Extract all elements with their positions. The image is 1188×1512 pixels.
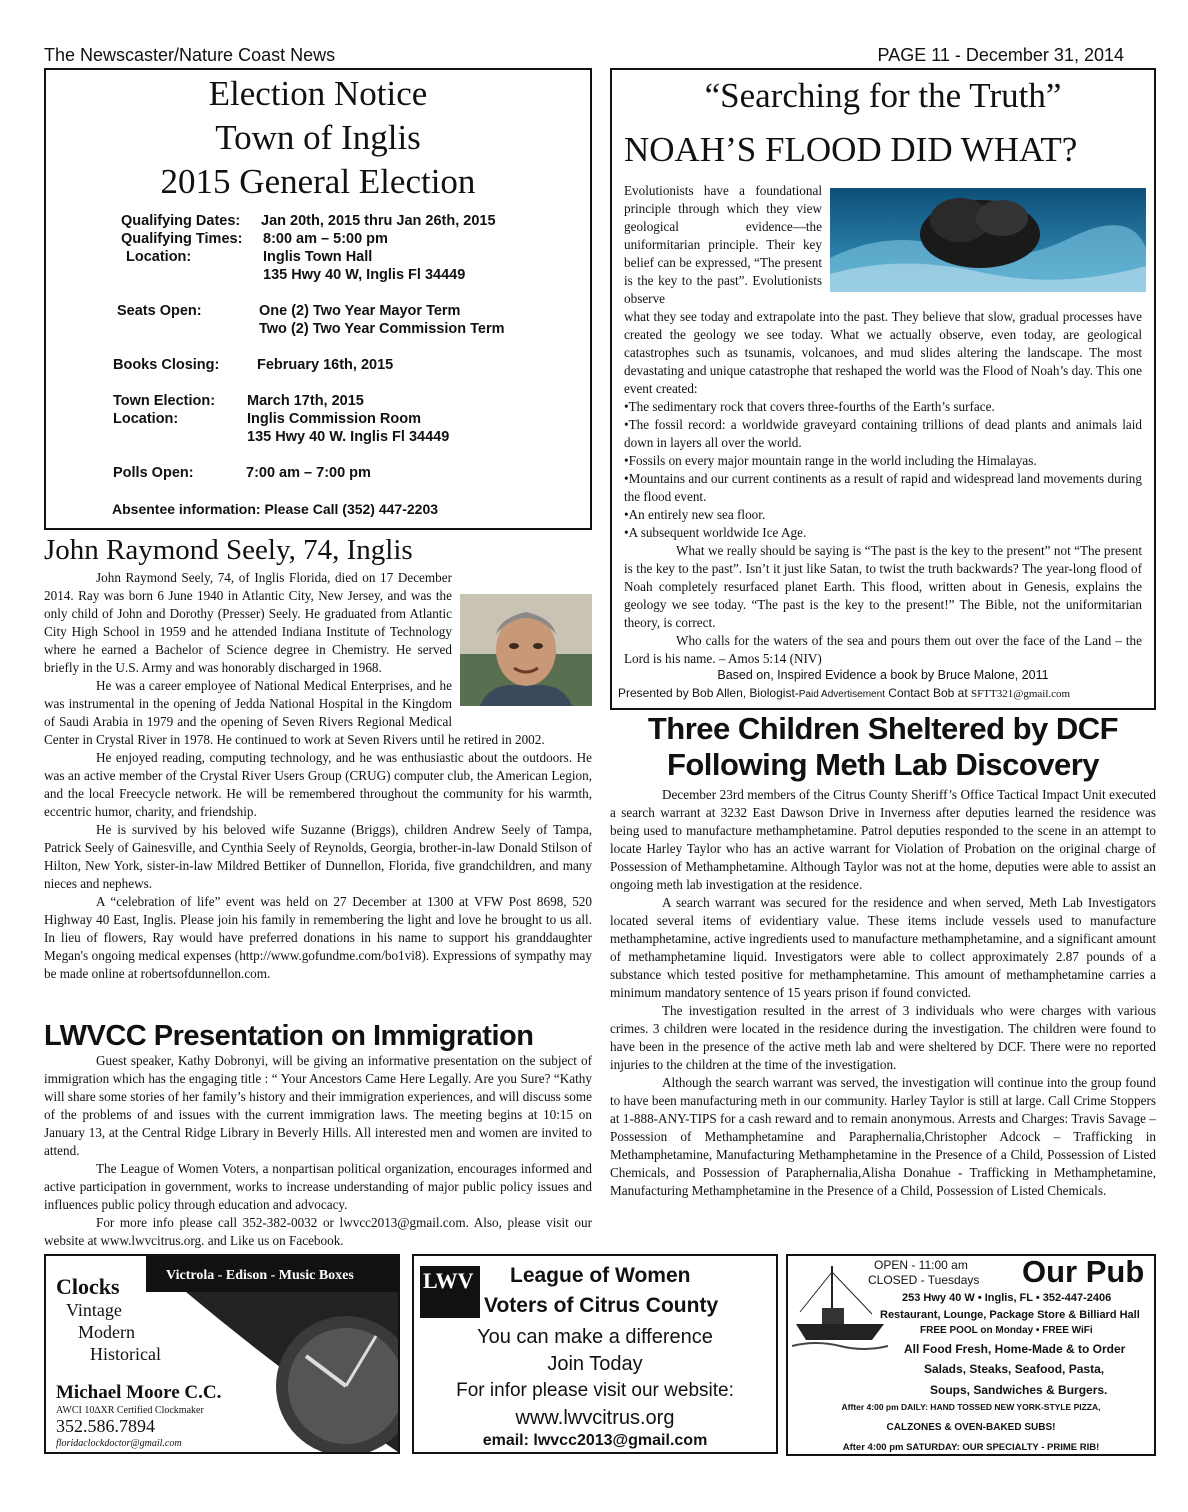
dcf-paragraph-2: A search warrant was secured for the residence and when served, Meth Lab Investigators located several items of evidentiary value. These items include vessels used to manufacture methamphetamine, active ingredients used to manufacture methamphetamine, and a significant amount of methamphetamine liquid. Investigators were able to collect approximately 2.87 pounds of a substance which tested positive for methamphetamine. This amount of methamphetamine carries a minimum mandatory sentence of 15 years prison if found convicted. bbox=[610, 895, 1156, 1000]
lwvcc-paragraph-1: Guest speaker, Kathy Dobronyi, will be giving an informative presentation on the subject of immigration which has the engaging title : “ Your Ancestors Came Here Legally. Are you Sure? “Kathy will share some stories of her family’s history and their immigration experiences, and will discuss some of the problems of and issues with the current immigration laws. The meeting begins at 10:15 on January 13, at the Central Ridge Library in Beverly Hills. All interested men and women are invited to attend. bbox=[44, 1053, 592, 1158]
noah-paragraph-1a: Evolutionists have a foundational principle through which they view geological evidence—the uniformitarian principle. Their key belief can be expressed, “The present is the key to the past”. Evolutionists observe bbox=[624, 183, 822, 306]
location-value-1: Inglis Town Hall bbox=[263, 249, 373, 265]
qualifying-times-value: 8:00 am – 5:00 pm bbox=[263, 231, 388, 247]
election-notice-box bbox=[44, 68, 592, 530]
obituary-flow bbox=[44, 569, 592, 983]
lwvcc-paragraph-2: The League of Women Voters, a nonpartisan political organization, encourages informed and active participation in government, works to increase understanding of major public policy issues and influences public policy through education and advocacy. bbox=[44, 1161, 592, 1212]
noah-intro bbox=[624, 182, 822, 308]
lwvcc-paragraph-3: For more info please call 352-382-0032 or lwvcc2013@gmail.com. Also, please visit our website at www.lwvcitrus.org. and Like us on Facebook. bbox=[44, 1215, 592, 1248]
noah-presented-by bbox=[618, 686, 1158, 700]
pub-food-salads: Salads, Steaks, Seafood, Pasta, bbox=[924, 1362, 1105, 1376]
league-website: www.lwvcitrus.org bbox=[515, 1407, 675, 1429]
photo-spacer bbox=[452, 587, 592, 729]
league-title-2: Voters of Citrus County bbox=[484, 1294, 719, 1317]
obituary-headline: John Raymond Seely, 74, Inglis bbox=[44, 534, 413, 566]
pub-name: Our Pub bbox=[1022, 1254, 1145, 1289]
presented-by-text: Presented by Bob Allen, Biologist- bbox=[618, 686, 799, 700]
seats-value-2: Two (2) Two Year Commission Term bbox=[259, 321, 505, 337]
clockmaker-email: floridaclockdoctor@gmail.com bbox=[56, 1438, 182, 1449]
noah-credit: Based on, Inspired Evidence a book by Bruce Malone, 2011 bbox=[717, 668, 1049, 682]
contact-text: Contact Bob at bbox=[884, 686, 972, 700]
clocks-title: Clocks bbox=[56, 1274, 120, 1299]
league-email: email: lwvcc2013@gmail.com bbox=[482, 1432, 708, 1449]
obituary-paragraph-2: He was a career employee of National Medical Enterprises, and he was instrumental in the opening of Jedda National Hospital in the Kingdom of Saudi Arabia in 1979 and the opening of Seven Rivers Regional Medical Center in Crystal River in 1978. He continued to work at Seven Rivers until he retired in 2002. bbox=[44, 678, 545, 747]
qualifying-dates-value: Jan 20th, 2015 thru Jan 26th, 2015 bbox=[261, 213, 496, 229]
dcf-paragraph-4: Although the search warrant was served, the investigation will continue into the group found to have been manufacturing meth in our community. Harley Taylor is still at large. Call Crime Stoppers at 1-888-ANY-TIPS for a cash reward and to remain anonymous. Arrests and Charges: Travis Savage – Possession of Methamphetamine and Paraphernalia,Christopher Adcock – Trafficking in Methamphetamine, Manufacturing Methamphetamine in the Presence of a Child, Possession of Listed Chemicals, and Possession of Paraphernalia,Alisha Donahue - Trafficking in Methamphetamine, Manufacturing Methamphetamine in the Presence of a Child, Possession of Listed Chemicals. bbox=[610, 1075, 1156, 1198]
dcf-paragraph-3: The investigation resulted in the arrest of 3 individuals who were charges with various crimes. 3 children were located in the residence during the investigation. The children were found to have been in the presence of the active meth lab and were sheltered by DCF. There were no reported injuries to the children at the time of the investigation. bbox=[610, 1003, 1156, 1072]
clocks-line-modern: Modern bbox=[78, 1322, 135, 1342]
election-location-label: Location: bbox=[113, 411, 179, 427]
pub-closed-day: CLOSED - Tuesdays bbox=[868, 1273, 980, 1287]
pub-saturday-special: After 4:00 pm SATURDAY: OUR SPECIALTY - PRIME RIB! bbox=[842, 1442, 1100, 1453]
noah-paragraph-1b: what they see today and extrapolate into the past. They believe that slow, gradual processes have created the geology we see today. What we actually observe, even today, are geological catastrophes such as tsunamis, volcanoes, and mud slides altering the landscape. The most devastating and unique catastrophe that reshaped the world was the Flood of Noah’s day. This one event created: bbox=[624, 309, 1142, 396]
polls-open-value: 7:00 am – 7:00 pm bbox=[246, 465, 371, 481]
pub-type: Restaurant, Lounge, Package Store & Billiard Hall bbox=[880, 1309, 1140, 1321]
running-header-right: PAGE 11 - December 31, 2014 bbox=[877, 45, 1124, 65]
election-title-2: Town of Inglis bbox=[215, 118, 421, 157]
polls-open-label: Polls Open: bbox=[113, 465, 194, 481]
league-line-difference: You can make a difference bbox=[477, 1326, 713, 1348]
obituary-paragraph-5: A “celebration of life” event was held on 27 December at 1300 at VFW Post 8698, 520 Highway 40 East, Inglis. Please join his family in remembering the light and love he brought to us all. In lieu of flowers, Ray would have preferred donations in his name to support his granddaughter Megan's ongoing medical expenses (http://www.gofundme.com/bo1vi8). Expressions of sympathy may be made online at robertsofdunnellon.com. bbox=[44, 894, 592, 981]
ad-clocks bbox=[44, 1254, 400, 1454]
noah-bullet-5: •An entirely new sea floor. bbox=[624, 507, 766, 522]
league-title-1: League of Women bbox=[510, 1264, 691, 1287]
lwv-logo: LWV bbox=[420, 1266, 480, 1318]
election-location-value-1: Inglis Commission Room bbox=[247, 411, 422, 427]
books-closing-label: Books Closing: bbox=[113, 357, 220, 373]
ad-our-pub bbox=[786, 1254, 1156, 1456]
clockmaker-name: Michael Moore C.C. bbox=[56, 1382, 222, 1403]
election-title-1: Election Notice bbox=[208, 74, 428, 113]
pub-daily-special: Affter 4:00 pm DAILY: HAND TOSSED NEW YORK-STYLE PIZZA, bbox=[841, 1402, 1101, 1412]
noah-paragraph-3: Who calls for the waters of the sea and pours them out over the face of the Land – the Lord is his name. – Amos 5:14 (NIV) bbox=[624, 633, 1142, 666]
pub-open-hours: OPEN - 11:00 am bbox=[874, 1258, 968, 1272]
obituary-paragraph-3: He enjoyed reading, computing technology, and he was enthusiastic about the outdoors. He was an active member of the Crystal River Users Group (CRUG) computer club, the American Legion, and the local Freecycle network. He will be remembered throughout the community for his warmth, eccentric humor, charity, and friendship. bbox=[44, 750, 592, 819]
obituary-paragraph-4: He is survived by his beloved wife Suzanne (Briggs), children Andrew Seely of Tampa, Patrick Seely of Gainesville, and Cynthia Seely of Reynolds, Georgia, brother-in-law Donald Stilson of Hilton, New York, sister-in-law Mildred Bettiker of Dunnellon, Florida, five grandchildren, and many nieces and nephews. bbox=[44, 822, 592, 891]
league-line-website-prompt: For infor please visit our website: bbox=[456, 1380, 734, 1401]
pub-free-pool: FREE POOL on Monday • FREE WiFi bbox=[920, 1325, 1093, 1336]
qualifying-dates-label: Qualifying Dates: bbox=[121, 213, 241, 229]
pub-food-fresh: All Food Fresh, Home-Made & to Order bbox=[904, 1342, 1126, 1356]
seats-label: Seats Open: bbox=[117, 303, 202, 319]
pub-daily-special-2: CALZONES & OVEN-BAKED SUBS! bbox=[886, 1422, 1056, 1433]
books-closing-value: February 16th, 2015 bbox=[257, 357, 394, 373]
town-election-label: Town Election: bbox=[113, 393, 216, 409]
clock-face-graphic bbox=[146, 1256, 398, 1452]
ocean-wave-photo bbox=[830, 188, 1146, 292]
clocks-banner: Victrola - Edison - Music Boxes bbox=[166, 1268, 354, 1283]
obituary-paragraph-1: John Raymond Seely, 74, of Inglis Florida, died on 17 December 2014. Ray was born 6 June 1940 in Atlantic City, New Jersey, and was the only child of John and Dorothy (Presser) Seely. He graduated from Atlantic City High School in 1959 and he attended Indiana Institute of Technology where he earned a Bachelor of Science degree in Chemistry. He served briefly in the U.S. Army and was honorably discharged in 1968. bbox=[44, 570, 452, 675]
seats-value-1: One (2) Two Year Mayor Term bbox=[259, 303, 461, 319]
noah-bullet-4: •Mountains and our current continents as a result of rapid and widespread land movements during the flood event. bbox=[624, 471, 1142, 504]
election-location-value-2: 135 Hwy 40 W. Inglis Fl 34449 bbox=[247, 429, 450, 445]
paid-advertisement: Paid Advertisement bbox=[798, 689, 885, 700]
dcf-headline-1: Three Children Sheltered by DCF bbox=[647, 711, 1119, 746]
ad-league-of-women-voters bbox=[412, 1254, 778, 1454]
noah-headline: NOAH’S FLOOD DID WHAT? bbox=[624, 130, 1078, 169]
clocks-line-vintage: Vintage bbox=[66, 1300, 122, 1320]
running-header-left: The Newscaster/Nature Coast News bbox=[44, 45, 336, 65]
lwvcc-headline: LWVCC Presentation on Immigration bbox=[44, 1020, 534, 1052]
absentee-info: Absentee information: Please Call (352) 447-2203 bbox=[112, 501, 439, 517]
location-value-2: 135 Hwy 40 W, Inglis Fl 34449 bbox=[263, 267, 466, 283]
dcf-body bbox=[610, 786, 1156, 1200]
noah-kicker: “Searching for the Truth” bbox=[704, 76, 1062, 115]
noah-article-box bbox=[610, 68, 1156, 710]
pub-address: 253 Hwy 40 W • Inglis, FL • 352-447-2406 bbox=[902, 1292, 1112, 1304]
location-label: Location: bbox=[126, 249, 192, 265]
election-title-3: 2015 General Election bbox=[160, 162, 476, 201]
contact-email: SFTT321@gmail.com bbox=[971, 688, 1071, 700]
noah-bullet-2: •The fossil record: a worldwide graveyard containing trillions of dead plants and animals laid down in layers all over the world. bbox=[624, 417, 1142, 450]
qualifying-times-label: Qualifying Times: bbox=[121, 231, 243, 247]
pub-food-soups: Soups, Sandwiches & Burgers. bbox=[930, 1383, 1108, 1397]
lwvcc-body bbox=[44, 1052, 592, 1250]
clocks-line-historical: Historical bbox=[90, 1344, 161, 1364]
noah-body bbox=[624, 308, 1142, 668]
clockmaker-phone: 352.586.7894 bbox=[56, 1416, 155, 1436]
noah-bullet-6: •A subsequent worldwide Ice Age. bbox=[624, 525, 807, 540]
league-line-join: Join Today bbox=[547, 1353, 643, 1375]
noah-paragraph-2: What we really should be saying is “The past is the key to the present” not “The present is the key to the past”. Isn’t it just like Satan, to twist the truth backwards? The year-long flood of Noah completely resurfaced planet Earth. This flood, written about in Genesis, explains the geology we see today. “The past is the key to the present!” The Bible, not the uniformitarian theory, is correct. bbox=[624, 543, 1142, 630]
dcf-paragraph-1: December 23rd members of the Citrus County Sheriff’s Office Tactical Impact Unit executed a search warrant at 3232 East Dawson Drive in Inverness after deputies learned the residence was being used to manufacture methamphetamine. Patrol deputies responded to the scene in an attempt to locate Harley Taylor who has an active warrant for Violation of Probation on the original charge of Possession of Methamphetamine. Although Taylor was not at the home, deputies were able to assist an ongoing meth lab investigation at the residence. bbox=[610, 787, 1156, 892]
dcf-headline-2: Following Meth Lab Discovery bbox=[666, 747, 1100, 782]
noah-bullet-1: •The sedimentary rock that covers three-fourths of the Earth’s surface. bbox=[624, 399, 995, 414]
town-election-value: March 17th, 2015 bbox=[247, 393, 364, 409]
noah-bullet-3: •Fossils on every major mountain range in the world including the Himalayas. bbox=[624, 453, 1037, 468]
clockmaker-cert: AWCI 10∆XR Certified Clockmaker bbox=[56, 1405, 204, 1416]
